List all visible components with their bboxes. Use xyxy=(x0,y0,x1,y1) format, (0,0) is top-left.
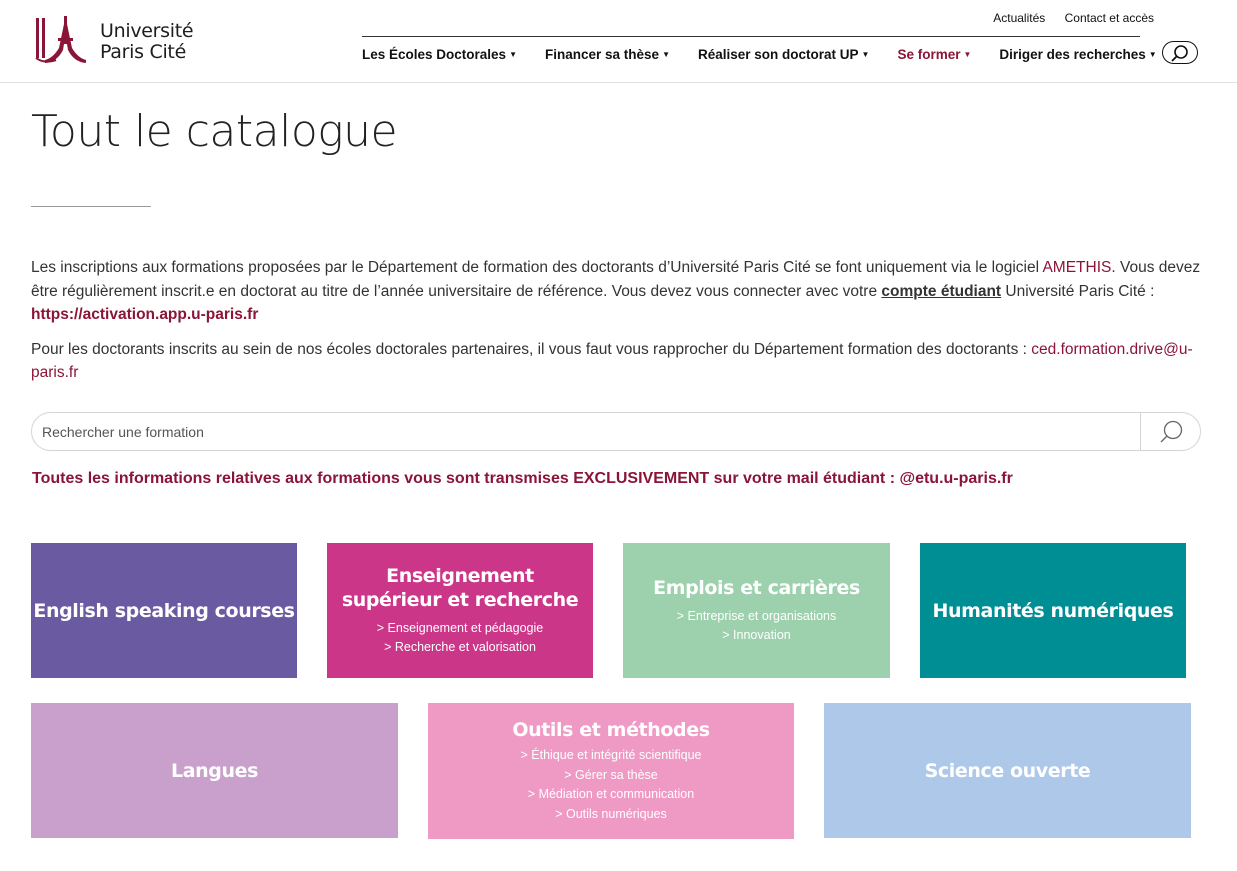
header-search-button[interactable] xyxy=(1162,41,1198,64)
intro-text xyxy=(31,256,1206,396)
logo-line-1: Université xyxy=(100,20,194,42)
tile-sublink[interactable]: > Gérer sa thèse xyxy=(564,767,658,782)
amethis-link[interactable]: AMETHIS xyxy=(1042,259,1112,276)
tile-sublink[interactable]: > Outils numériques xyxy=(555,806,667,821)
intro-text-part: . Vous devez être régulièrement inscrit.e en doctorat au titre de l’année universitaire de référence. Vous devez vous connecter avec votre xyxy=(31,259,1201,300)
tile-title: Emplois et carrières xyxy=(653,576,860,599)
formation-email-link[interactable]: ced.formation.drive@u-paris.fr xyxy=(31,340,1193,381)
university-logo[interactable] xyxy=(34,14,224,66)
nav-label: Les Écoles Doctorales xyxy=(362,47,507,62)
info-notice: Toutes les informations relatives aux formations vous sont transmises EXCLUSIVEMENT sur votre mail étudiant : @etu.u-paris.fr xyxy=(32,470,1013,487)
logo-line-2: Paris Cité xyxy=(100,41,186,63)
nav-label: Se former xyxy=(897,47,961,62)
caret-down-icon: ▼ xyxy=(1148,50,1157,59)
tile-emplois-carrieres[interactable] xyxy=(623,543,890,678)
tile-title: Outils et méthodes xyxy=(512,719,710,741)
tile-humanites-numeriques[interactable] xyxy=(920,543,1186,678)
eiffel-tower-icon xyxy=(34,14,94,66)
intro-paragraph-2 xyxy=(31,338,1206,385)
tile-english-speaking-courses[interactable] xyxy=(31,543,297,678)
nav-divider xyxy=(362,36,1140,37)
tile-title: Langues xyxy=(171,759,258,782)
tile-sublink[interactable]: > Éthique et intégrité scientifique xyxy=(520,748,702,762)
nav-realiser-doctorat[interactable] xyxy=(698,47,869,62)
tile-sublink[interactable]: > Médiation et communication xyxy=(527,787,695,801)
site-header xyxy=(0,0,1237,83)
nav-ecoles-doctorales[interactable] xyxy=(362,47,517,62)
tile-title: Science ouverte xyxy=(924,759,1091,782)
top-link-contact[interactable]: Contact et accès xyxy=(1064,11,1154,25)
tile-sublinks xyxy=(677,607,836,646)
search-input[interactable] xyxy=(42,413,1132,450)
tile-sublink[interactable]: > Entreprise et organisations xyxy=(676,608,837,623)
top-link-actualites[interactable]: Actualités xyxy=(993,11,1046,25)
page-title: Tout le catalogue xyxy=(31,106,398,157)
search-submit-button[interactable] xyxy=(1140,413,1200,450)
caret-down-icon: ▼ xyxy=(861,50,870,59)
tile-sublink[interactable]: > Enseignement et pédagogie xyxy=(376,620,544,635)
tile-title: English speaking courses xyxy=(33,599,295,622)
tile-sublinks xyxy=(377,619,543,658)
tile-outils-methodes[interactable] xyxy=(428,703,794,839)
activation-link[interactable]: https://activation.app.u-paris.fr xyxy=(31,306,259,323)
intro-text-part: Université Paris Cité : xyxy=(1001,282,1155,300)
search-icon xyxy=(1158,419,1184,445)
nav-se-former[interactable] xyxy=(897,47,971,62)
search-icon xyxy=(1170,44,1190,62)
title-divider xyxy=(31,206,151,207)
nav-financer-these[interactable] xyxy=(545,47,670,62)
nav-label: Diriger des recherches xyxy=(999,47,1146,62)
formation-search xyxy=(31,412,1201,451)
caret-down-icon: ▼ xyxy=(662,50,670,59)
main-nav xyxy=(362,47,1185,62)
nav-label: Réaliser son doctorat UP xyxy=(697,47,859,62)
intro-paragraph-1 xyxy=(31,256,1206,327)
tile-sublink[interactable]: > Innovation xyxy=(722,628,791,642)
intro-text-part: Pour les doctorants inscrits au sein de nos écoles doctorales partenaires, il vous faut vous rapprocher du Département formation des doctorants : xyxy=(31,340,1032,358)
tile-science-ouverte[interactable] xyxy=(824,703,1191,838)
tile-sublink[interactable]: > Recherche et valorisation xyxy=(384,640,536,654)
tile-sublinks xyxy=(520,746,701,824)
tile-enseignement-superieur[interactable] xyxy=(327,543,593,678)
utility-links xyxy=(977,11,1154,25)
nav-label: Financer sa thèse xyxy=(545,47,660,62)
caret-down-icon: ▼ xyxy=(509,50,517,59)
tile-langues[interactable] xyxy=(31,703,398,838)
compte-etudiant-link[interactable]: compte étudiant xyxy=(881,282,1002,300)
tile-title: Humanités numériques xyxy=(932,599,1174,622)
nav-diriger-recherches[interactable] xyxy=(999,47,1156,62)
tile-title: Enseignement supérieur et recherche xyxy=(341,564,579,611)
intro-text-part: Les inscriptions aux formations proposées par le Département de formation des doctorants d’Université Paris Cité se font uniquement via le logiciel xyxy=(31,259,1043,276)
caret-down-icon: ▼ xyxy=(963,50,972,59)
